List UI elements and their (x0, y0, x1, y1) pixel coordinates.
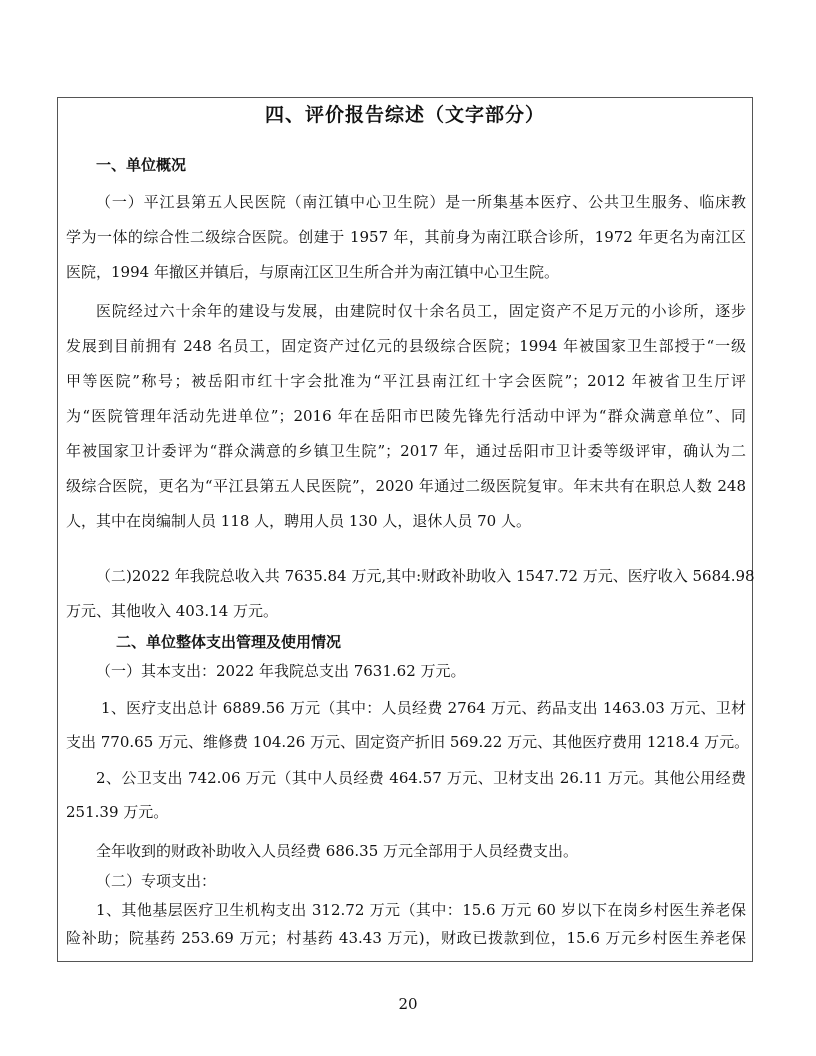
paragraph-line: （二)2022 年我院总收入共 7635.84 万元,其中:财政补助收入 1547.72 万元、医疗收入 5684.98 (96, 567, 755, 585)
paragraph-line: （一）其本支出：2022 年我院总支出 7631.62 万元。 (96, 662, 466, 680)
paragraph-line: 1、医疗支出总计 6889.56 万元（其中：人员经费 2764 万元、药品支出 1463.03 万元、卫材 (101, 699, 746, 717)
paragraph-line: 2、公卫支出 742.06 万元（其中人员经费 464.57 万元、卫材支出 26.11 万元。其他公用经费 (96, 769, 746, 787)
paragraph-line: 险补助；院基药 253.69 万元；村基药 43.43 万元)，财政已拨款到位，15.6 万元乡村医生养老保 (66, 929, 746, 947)
page-number: 20 (398, 995, 418, 1013)
paragraph-line: 级综合医院，更名为“平江县第五人民医院”，2020 年通过二级医院复审。年末共有在职总人数 248 (66, 477, 746, 495)
paragraph-line: 学为一体的综合性二级综合医院。创建于 1957 年，其前身为南江联合诊所，1972 年更名为南江区 (66, 228, 746, 246)
paragraph-line: 全年收到的财政补助收入人员经费 686.35 万元全部用于人员经费支出。 (96, 842, 579, 860)
paragraph-line: 支出 770.65 万元、维修费 104.26 万元、固定资产折旧 569.22 万元、其他医疗费用 1218.4 万元。 (66, 733, 750, 751)
subheading-special-expenditure: （二）专项支出： (96, 872, 217, 890)
paragraph-line: （一）平江县第五人民医院（南江镇中心卫生院）是一所集基本医疗、公共卫生服务、临床教 (96, 193, 746, 211)
paragraph-line: 人，其中在岗编制人员 118 人，聘用人员 130 人，退休人员 70 人。 (66, 512, 531, 530)
section-heading-expenditure: 二、单位整体支出管理及使用情况 (116, 633, 342, 651)
paragraph-line: 甲等医院”称号；被岳阳市红十字会批准为“平江县南江红十字会医院”；2012 年被省卫生厅评 (66, 372, 746, 390)
section-heading-unit-overview: 一、单位概况 (96, 156, 187, 174)
paragraph-line: 医院，1994 年撤区并镇后，与原南江区卫生所合并为南江镇中心卫生院。 (66, 263, 559, 281)
paragraph-line: 发展到目前拥有 248 名员工，固定资产过亿元的县级综合医院；1994 年被国家卫生部授于“一级 (66, 337, 746, 355)
paragraph-line: 年被国家卫计委评为“群众满意的乡镇卫生院”；2017 年，通过岳阳市卫计委等级评审，确认为二 (66, 442, 746, 460)
page-title: 四、评价报告综述（文字部分） (264, 104, 545, 126)
paragraph-line: 为“医院管理年活动先进单位”；2016 年在岳阳市巴陵先锋先行活动中评为“群众满意单位”、同 (66, 407, 746, 425)
paragraph-line: 万元、其他收入 403.14 万元。 (66, 602, 279, 620)
paragraph-line: 医院经过六十余年的建设与发展，由建院时仅十余名员工，固定资产不足万元的小诊所，逐步 (96, 302, 746, 320)
paragraph-line: 1、其他基层医疗卫生机构支出 312.72 万元（其中：15.6 万元 60 岁以下在岗乡村医生养老保 (96, 901, 746, 919)
paragraph-line: 251.39 万元。 (66, 803, 169, 821)
